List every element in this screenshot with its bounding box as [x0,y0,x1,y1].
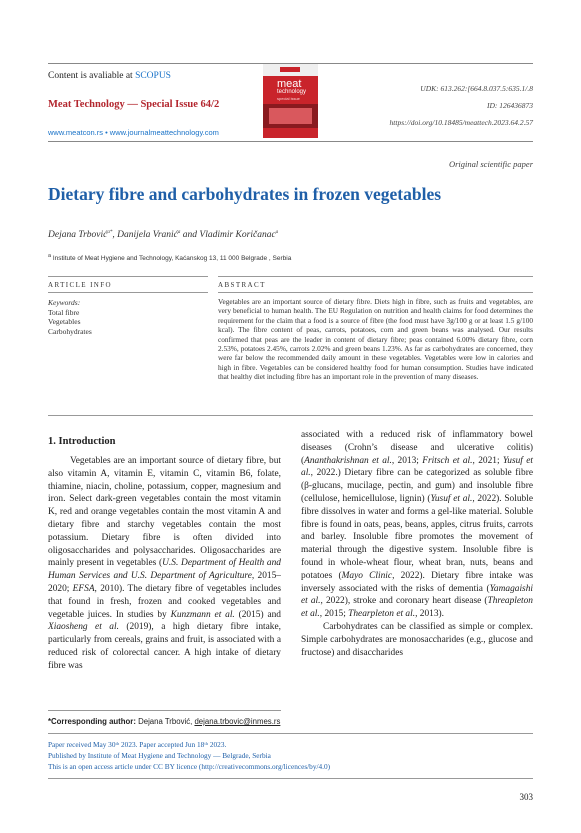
author-sup: a* [107,230,113,235]
text-run: , 2022), stroke and coronary heart disease ( [320,596,488,607]
scopus-link[interactable]: SCOPUS [135,71,171,81]
citation: Mayo Clinic [341,570,393,581]
abstract-top-rule [218,276,533,277]
journal-website-link[interactable]: www.meatcon.rs • www.journalmeattechnology.com [48,128,219,137]
text-run: , 2015; [319,609,349,620]
text-run: , 2022). Dietary fibre intake was inversely associated with the risks of dementia ( [301,570,534,594]
keywords-label: Keywords: [48,298,81,307]
text-run: , 2015–2020; [48,571,281,594]
abstract-text: Vegetables are an important source of dietary fibre. Diets high in fibre, such as fruits and vegetables, are very beneficial to human health. The EU Regulation on nutrition and health claims for food determines the requirement for the claim that a food is a source of fibre (the food must have 3g/100 g or at least 1.5 g/100 kcal). The fibre content of peas, carrots, potatoes, corn and green beans was analysed. Our results confirmed that peas are the leader in content of dietary fibre; peas contained 6.00% dietary fibre, corn 2.53%, potatoes 2.45%, carrots 2.02% and green beans 1.23%. As far as carbohydrates are concerned, they were far below the recommended daily amount in these vegetables. Vegetables were low in calories and high in fibre. Vegetables can be considered healthy food for human consumption. Studies have indicated that healthy diet including fibre has an important role in the prevention of many diseases. [218,297,533,382]
body-right-column [301,429,533,659]
udk-code: UDK: 613.262:[664.8.037.5:635.1/.8 [420,84,533,93]
corresponding-author [48,717,280,726]
citation: Kunzmann et al. [170,609,235,620]
author-separator: and [180,230,200,241]
cover-subtitle: technology [277,89,307,95]
article-type: Original scientific paper [448,159,533,169]
text-run: , 2022). Soluble fibre dissolves in water and forms a gel-like material. Soluble fibre is found in oats, peas, beans, apples, citrus fruits, carrots and barley. Insoluble fibre promotes the movement of material through the digestive system. Insoluble fibre is found in whole-wheat flour, wheat bran, nuts, beans and potatoes ( [301,493,533,581]
citation: Yusuf et al. [430,493,473,504]
footnote-rule [48,710,281,711]
text-run: (2019), a high dietary fibre intake, particularly from cereals, grains and fruit, is associated with a reduced risk of colorectal cancer. A high intake of dietary fibre was [48,622,281,671]
keyword: Total fibre [48,307,80,317]
body-paragraph [48,455,281,673]
author-sup: a [177,230,181,235]
article-info-under-rule [48,292,208,293]
author-list [48,230,278,240]
citation: Fritsch et al. [422,455,473,466]
abstract-under-rule [218,292,533,293]
section-heading: 1. Introduction [48,436,116,447]
corresponding-name: Dejana Trbović, [135,717,195,726]
affiliation-sup: a [48,253,52,259]
abstract-bottom-rule [48,415,533,416]
keywords-block [48,298,92,336]
body-paragraph [301,429,533,621]
received-dates: Paper received May 30ᵗʰ 2023. Paper accepted Jun 18ᵗʰ 2023. [48,740,227,749]
abstract-label: ABSTRACT [218,281,266,289]
text-run: , 2021; [472,455,503,466]
text-run: , 2022.) Dietary fibre can be categorized as soluble fibre (β-glucans, mucilage, pectin, and gum) and insoluble fibre (cellulose, hemicellulose, lignin) ( [301,468,533,504]
author-name: Dejana Trbović [48,230,108,241]
cover-issue: special issue [277,96,300,101]
author-name: Vladimir Koričanac [199,230,276,241]
citation: Threapleton et al. [301,596,533,620]
article-info-label: ARTICLE INFO [48,281,113,289]
doi-link[interactable]: https://doi.org/10.18485/meattech.2023.64.2.57 [389,118,533,127]
journal-name: Meat Technology — Special Issue 64/2 [48,99,220,110]
text-run: , 2010). The dietary fibre of vegetables includes that found in fresh, frozen and cooked vegetables and vegetable juices. In studies by [48,583,282,620]
journal-cover-image [263,64,318,138]
citation: Xiaosheng et al. [48,622,119,633]
text-run: Vegetables are an important source of dietary fibre, but also vitamin A, vitamin E, vitamin C, vitamin B6, folate, thiamine, niacin, choline, potassium, copper, magnesium and iron. Select dark-green vegetables contain the most vitamin K, red and orange vegetables contain the most vitamin A and dietary fibre and starchy vegetables contain the most potassium. Dietary fibre is often divided into oligosaccharides and polysaccharides. Oligosaccharides are mainly present in vegetables ( [48,456,281,569]
license-line[interactable]: This is an open access article under CC BY licence (http://creativecommons.org/licences/by/4.0) [48,762,331,771]
citation: Yusuf et al. [301,455,534,479]
text-run: , 2013). [415,609,444,620]
keyword: Vegetables [48,317,81,326]
corresponding-email-link[interactable]: dejana.trbovic@inmes.rs [194,717,281,726]
author-separator: , [112,230,118,241]
citation: U.S. Department of Health and Human Services and U.S. Department of Agriculture [48,558,281,582]
article-title: Dietary fibre and carbohydrates in frozen vegetables [48,184,442,204]
citation: Thearpleton et al. [348,609,416,620]
body-left-column [48,455,281,673]
text-run: (2015) and [234,609,281,620]
text-run: , 2013; [391,455,423,466]
text-run: associated with a reduced risk of inflammatory bowel diseases (Crohn’s disease and ulcerative colitis) ( [301,430,533,466]
footer-rule [48,733,533,734]
availability-line [48,71,171,81]
citation: Ananthakrishnan et al. [304,455,392,466]
cover-title: meat [277,78,302,90]
author-name: Danijela Vranić [117,230,178,241]
cover-band-inner [269,108,312,124]
author-sup: a [275,230,279,235]
article-id: ID: 126436873 [486,101,533,110]
header-bottom-rule [48,141,533,142]
article-info-top-rule [48,276,208,277]
affiliation [48,253,291,262]
corresponding-label: *Corresponding author: [48,717,136,726]
cover-logo [280,67,300,72]
affiliation-text: Institute of Meat Hygiene and Technology, Kaćanskog 13, 11 000 Belgrade , Serbia [51,255,292,263]
citation: Yamagaishi et al. [301,583,533,607]
availability-prefix: Content is avaliable at [48,71,136,81]
footer-bottom-rule [48,778,533,779]
publisher-line: Published by Institute of Meat Hygiene and Technology — Belgrade, Serbia [48,751,271,760]
keyword: Carbohydrates [48,326,92,336]
body-paragraph: Carbohydrates can be classified as simple or complex. Simple carbohydrates are monosaccharides (e.g., glucose and fructose) and disaccharides [301,621,533,658]
page-number: 303 [519,792,533,802]
citation: EFSA [72,583,95,594]
